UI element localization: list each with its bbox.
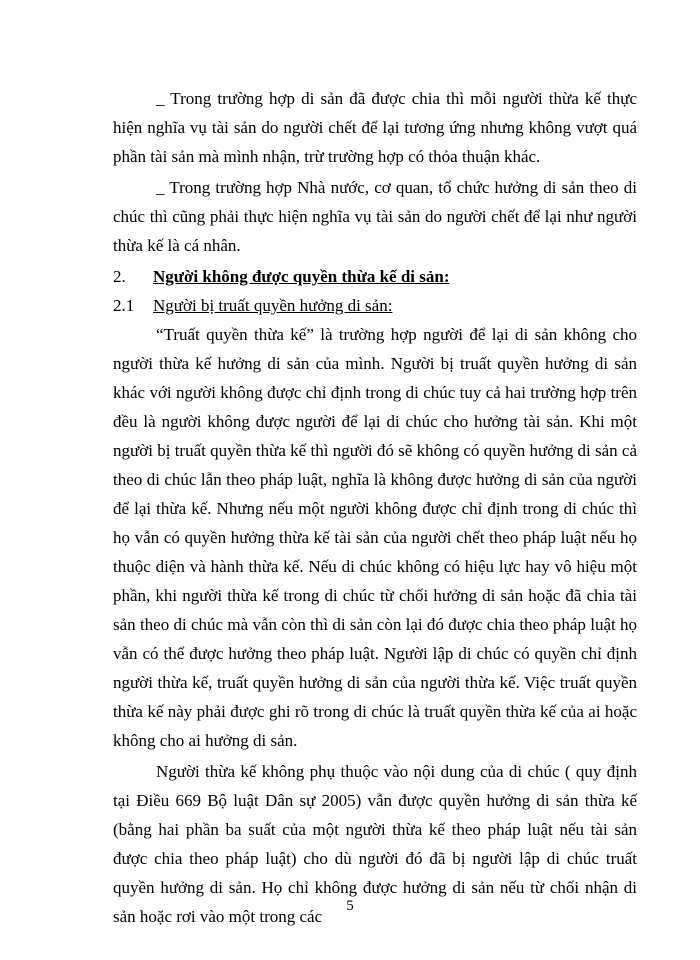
page-content bbox=[113, 84, 637, 933]
paragraph-inheritance-divided: _ Trong trường hợp di sản đã được chia thì mỗi người thừa kế thực hiện nghĩa vụ tài sản do người chết để lại tương ứng nhưng không vượt quá phần tài sản mà mình nhận, trừ trường hợp có thỏa thuận khác. bbox=[113, 89, 637, 166]
paragraph-disinheritance: “Truất quyền thừa kế” là trường hợp người để lại di sản không cho người thừa kế hưởng di sản của mình. Người bị truất quyền hưởng di sản khác với người không được chỉ định trong di chúc tuy cả hai trường hợp trên đều là người không được người để lại di chúc cho hưởng tài sản. Khi một người bị truất quyền thừa kế thì người đó sẽ không có quyền hưởng di sản cả theo di chúc lẫn theo pháp luật, nghĩa là không được hưởng di sản của người để lại thừa kế. Nhưng nếu một người không được chỉ định trong di chúc thì họ vẫn có quyền hưởng thừa kế tài sản của người chết theo pháp luật nếu họ thuộc diện và hành thừa kế. Nếu di chúc không có hiệu lực hay vô hiệu một phần, khi người thừa kế trong di chúc từ chối hưởng di sản hoặc đã chia tài sản theo di chúc mà vẫn còn thì di sản còn lại đó được chia theo pháp luật họ vẫn có thể được hưởng theo pháp luật. Người lập di chúc có quyền chỉ định người thừa kế, truất quyền hưởng di sản của người thừa kế. Việc truất quyền thừa kế này phải được ghi rõ trong di chúc là truất quyền thừa kế của ai hoặc không cho ai hưởng di sản. bbox=[113, 325, 637, 750]
subsection-heading bbox=[113, 291, 637, 320]
page-number: 5 bbox=[346, 898, 354, 914]
paragraph-compulsory-heirs: Người thừa kế không phụ thuộc vào nội dung của di chúc ( quy định tại Điều 669 Bộ luật Dân sự 2005) vẫn được quyền hưởng di sản thừa kế (bằng hai phần ba suất của một người thừa kế theo pháp luật nếu tài sản được chia theo pháp luật) cho dù người đó đã bị người lập di chúc truất quyền hưởng di sản. Họ chỉ không được hưởng di sản nếu từ chối nhận di sản hoặc rơi vào một trong các bbox=[113, 762, 637, 926]
section-heading bbox=[113, 262, 637, 291]
subsection-number: 2.1 bbox=[113, 296, 135, 315]
section-title: Người không được quyền thừa kế di sản: bbox=[153, 267, 450, 286]
subsection-title: Người bị truất quyền hưởng di sản: bbox=[153, 296, 393, 315]
paragraph-state-inheritance: _ Trong trường hợp Nhà nước, cơ quan, tổ chức hưởng di sản theo di chúc thì cũng phải thực hiện nghĩa vụ tài sản do người chết để lại như người thừa kế là cá nhân. bbox=[113, 178, 637, 255]
section-number: 2. bbox=[113, 267, 126, 286]
